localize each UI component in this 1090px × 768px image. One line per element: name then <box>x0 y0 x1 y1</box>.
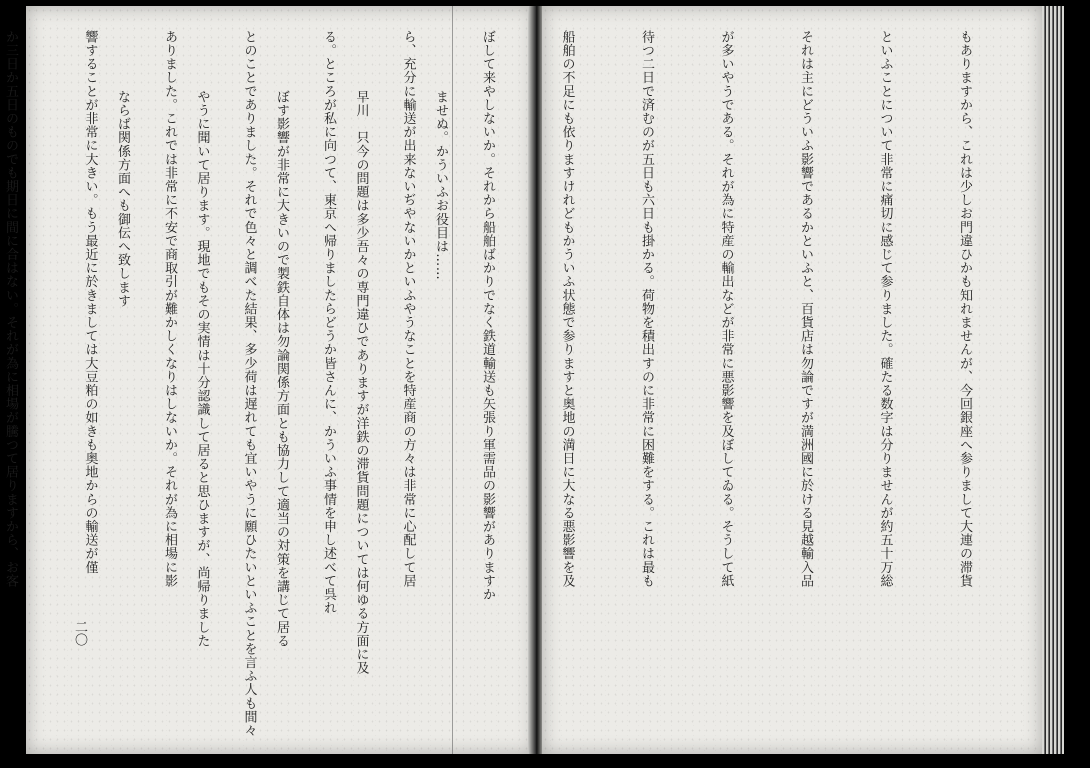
text-line: ありました。これでは非常に不安で商取引が難かしくなりはしないか。それが為に相場に影 <box>162 30 177 588</box>
text-line: もありますから、これは少しお門違ひかも知れませんが、今回銀座へ参りまして大連の滞貨 <box>957 30 972 588</box>
text-line: 早川 只今の問題は多少吾々の専門違ひでありますが洋鉄の滞貨問題については何ゆる方面に及 <box>353 90 369 675</box>
text-line: ら、充分に輸送が出来ないぢやないかといふやうなことを特産商の方々は非常に心配して居 <box>400 30 416 588</box>
text-line: といふことについて非常に痛切に感じて参りました。確たる数字は分りませんが約五十万総 <box>877 30 893 588</box>
text-line: やうに聞いて居ります。現地でもその実情は十分認識して居ると思ひますが、尚帰りました <box>194 90 210 648</box>
text-line: ならば関係方面へも御伝へ致します <box>115 90 130 308</box>
text-line: それは主にどういふ影響であるかといふと、百貨店は勿論ですが満洲國に於ける見越輸入品 <box>798 30 813 588</box>
text-line: とのことでありました。それで色々と調べた結果、多少荷は遅れても宜いやうに願ひたいといふことを言ふ人も間々 <box>241 30 257 738</box>
text-line: 響することが非常に大きい。もう最近に於きましては大豆粕の如きも奥地からの輸送が僅 <box>82 30 98 574</box>
book-page-edges <box>1042 6 1064 754</box>
text-line: 待つ二日で済むのが五日も六日も掛かる。荷物を積出すのに非常に困難をする。これは最も <box>639 30 654 588</box>
text-line: ぼす影響が非常に大きいので製鉄自体は勿論関係方面とも協力して適当の対策を講じて居る <box>274 90 289 648</box>
text-line: る。ところが私に向つて、東京へ帰りましたらどうか皆さんに、かういふ事情を申し述べて呉れ <box>321 30 336 615</box>
page-number: 二〇 <box>72 620 87 646</box>
text-line: ぼして来やしないか。それから船舶ばかりでなく鉄道輸送も矢張り軍需品の影響がありますか <box>480 30 495 602</box>
text-line: 船舶の不足にも依りますけれどもかういふ状態で参りますと奥地の満日に大なる悪影響を及 <box>559 30 575 588</box>
text-line: ませぬ。かういふお役目は…… <box>433 90 448 281</box>
text-line: か三日か五日のものでも期日に間に合はない。それが為に相場が騰つて居りますから、お客 <box>3 30 18 588</box>
text-line: が多いやうである。それが為に特産の輸出などが非常に悪影響を及ぼしてゐる。そうして紙 <box>718 30 734 588</box>
right-page-text <box>0 30 1030 738</box>
